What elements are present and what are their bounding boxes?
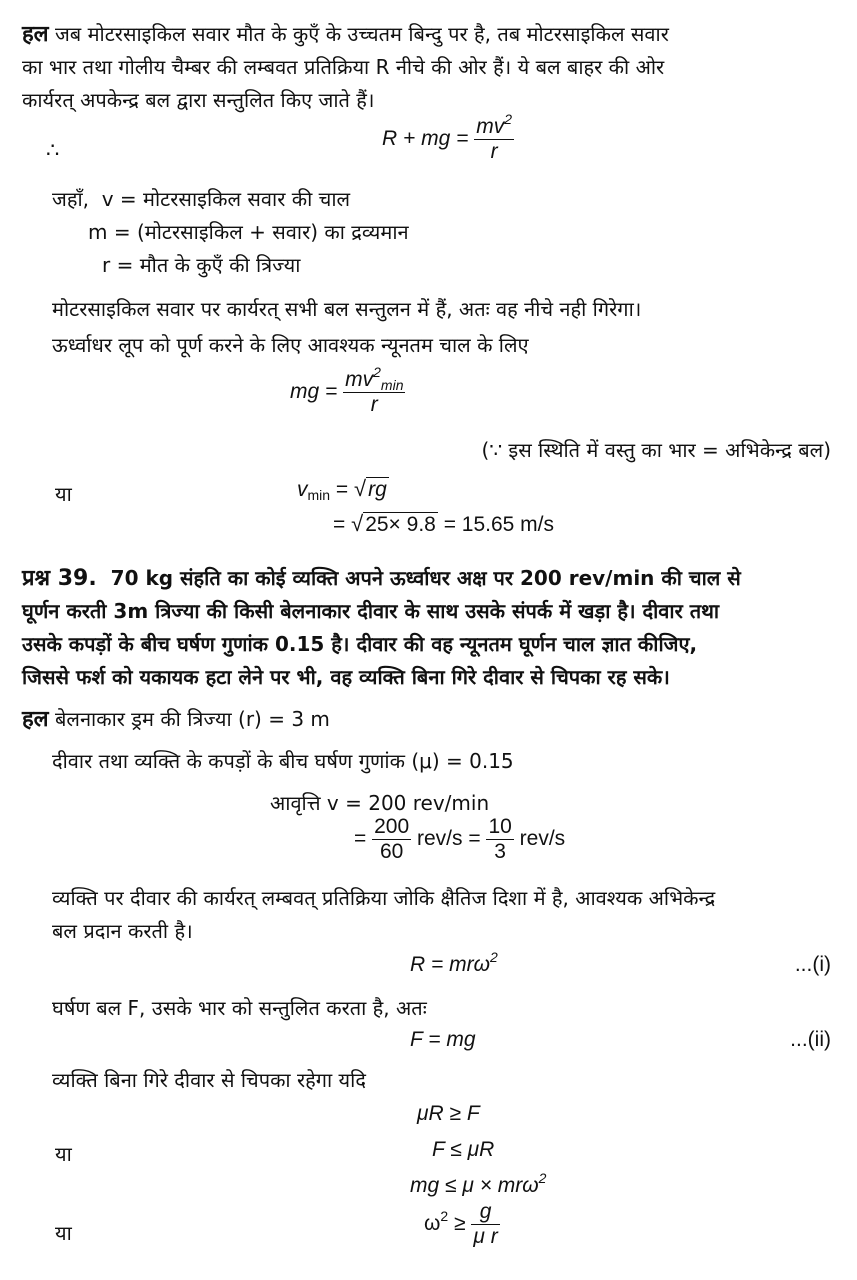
text-line: मोटरसाइकिल सवार पर कार्यरत् सभी बल सन्तुलन में हैं, अतः वह नीचे नही गिरेगा।	[52, 297, 642, 321]
inequality-4: $\omega^2$ ≥ $\frac{g}{\text{μ r}}$	[424, 1200, 498, 1248]
text-line: घूर्णन करती 3m त्रिज्या की किसी बेलनाकार दीवार के साथ उसके संपर्क में खड़ा है। दीवार तथा	[22, 599, 720, 623]
fraction-denominator: r	[474, 139, 514, 164]
definition-r: r = मौत के कुएँ की त्रिज्या	[102, 253, 301, 277]
where-label: जहाँ,	[52, 187, 89, 211]
text-line: कार्यरत् अपकेन्द्र बल द्वारा सन्तुलित किए जाते हैं।	[22, 88, 375, 112]
text-line: उसके कपड़ों के बीच घर्षण गुणांक 0.15 है। दीवार की वह न्यूनतम घूर्णन चाल ज्ञात कीजिए,	[22, 632, 698, 656]
text-line: दीवार तथा व्यक्ति के कपड़ों के बीच घर्षण गुणांक (μ) = 0.15	[52, 749, 514, 773]
equation-i: R = mrω$^2$	[410, 949, 498, 976]
equation-1	[382, 111, 514, 164]
solution-label: हल	[22, 22, 49, 47]
ya-label: या	[55, 1142, 72, 1166]
text-line: 70 kg संहति का कोई व्यक्ति अपने ऊर्ध्वाधर अक्ष पर 200 rev/min की चाल से	[110, 566, 741, 590]
solution-label: हल	[22, 707, 49, 732]
question-label: प्रश्न 39.	[22, 566, 97, 591]
equation-lhs: mg =	[290, 380, 338, 404]
equation-lhs: R + mg =	[382, 127, 469, 151]
fraction-denominator: r	[343, 392, 405, 417]
question-39	[22, 562, 741, 694]
radius-text: बेलनाकार ड्रम की त्रिज्या (r) = 3 m	[54, 707, 330, 731]
text-line: घर्षण बल F, उसके भार को सन्तुलित करता है, अतः	[52, 996, 427, 1020]
note: (∵ इस स्थिति में वस्तु का भार = अभिकेन्द्र बल)	[481, 438, 831, 462]
fraction-numerator: 200	[374, 815, 410, 838]
text-line: का भार तथा गोलीय चैम्बर की लम्बवत प्रतिक्रिया R नीचे की ओर हैं। ये बल बाहर की ओर	[22, 55, 665, 79]
text-line: जब मोटरसाइकिल सवार मौत के कुएँ के उच्चतम बिन्दु पर है, तब मोटरसाइकिल सवार	[54, 22, 669, 46]
therefore-symbol: ∴	[46, 139, 60, 162]
definition-v: v = मोटरसाइकिल सवार की चाल	[101, 187, 351, 211]
sqrt-rg: √rg	[354, 476, 387, 501]
text-line: ऊर्ध्वाधर लूप को पूर्ण करने के लिए आवश्यक न्यूनतम चाल के लिए	[52, 333, 529, 357]
text-line: जिससे फर्श को यकायक हटा लेने पर भी, वह व्यक्ति बिना गिरे दीवार से चिपका रह सके।	[22, 665, 670, 689]
frequency-conversion: = $\frac{200}{60}$ rev/s = $\frac{10}{3}$ rev/s	[354, 815, 566, 863]
fraction-numerator: 10	[488, 815, 512, 838]
fraction-numerator: g	[479, 1200, 492, 1223]
text-line: व्यक्ति बिना गिरे दीवार से चिपका रहेगा यदि	[52, 1068, 366, 1092]
equation-ii: F = mg	[410, 1028, 476, 1051]
result-speed: = 15.65 m/s	[443, 513, 554, 536]
definition-m: m = (मोटरसाइकिल + सवार) का द्रव्यमान	[88, 220, 409, 244]
fraction-denominator: μ r	[473, 1225, 498, 1248]
inequality-2: F ≤ μR	[432, 1138, 495, 1161]
fraction-numerator: $mv^2$	[476, 111, 513, 138]
sqrt-value: √25× 9.8	[351, 511, 436, 536]
equation-number-ii: ...(ii)	[790, 1028, 831, 1051]
fraction-numerator: $mv^2_{min}$	[345, 364, 404, 393]
definitions	[52, 183, 409, 282]
ya-label: या	[55, 1221, 72, 1245]
fraction-denominator: 3	[486, 839, 513, 864]
text-line: व्यक्ति पर दीवार की कार्यरत् लम्बवत् प्रतिक्रिया जोकि क्षैतिज दिशा में है, आवश्यक अभिकेन्द्र	[52, 886, 716, 910]
normal-reaction-text	[52, 882, 715, 948]
inequality-3: mg ≤ μ × mrω$^2$	[410, 1170, 547, 1197]
equation-2	[290, 364, 405, 417]
text-line	[22, 703, 330, 736]
solution-paragraph	[22, 18, 669, 117]
fraction-denominator: 60	[372, 839, 411, 864]
equation-number-i: ...(i)	[794, 953, 831, 976]
text-line: बल प्रदान करती है।	[52, 919, 193, 943]
ya-label: या	[55, 482, 72, 506]
equation-3: $v_{min} = √rg$	[297, 476, 387, 503]
inequality-1: μR ≥ F	[417, 1102, 480, 1125]
equation-4: = √25× 9.8 = 15.65 m/s	[333, 511, 554, 536]
frequency-line: आवृत्ति v = 200 rev/min	[270, 791, 490, 815]
